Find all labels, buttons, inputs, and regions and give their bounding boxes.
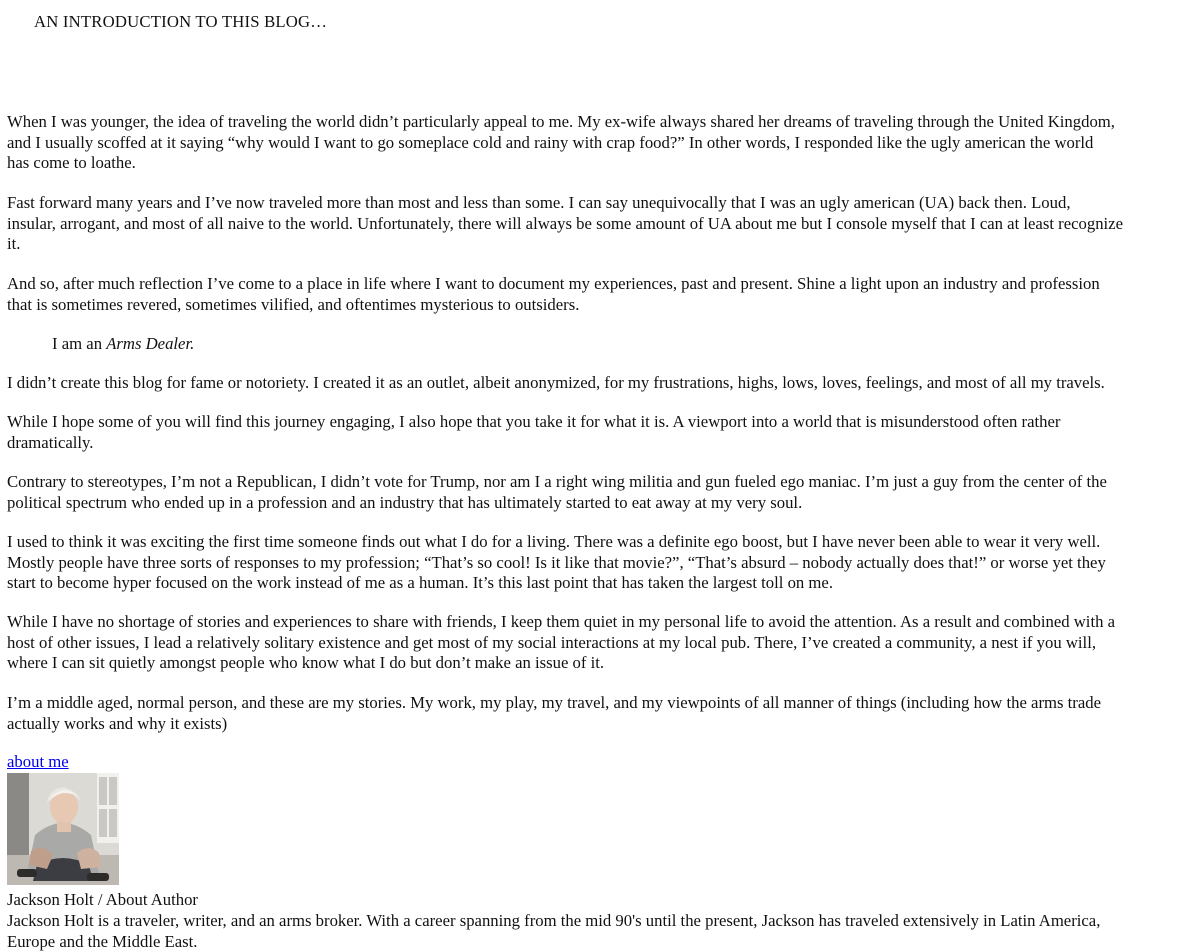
author-photo bbox=[7, 773, 119, 885]
author-heading: Jackson Holt / About Author bbox=[7, 890, 198, 911]
paragraph-7 bbox=[7, 532, 1106, 594]
arms-dealer-statement bbox=[52, 334, 194, 355]
paragraph-line: it. bbox=[7, 234, 1123, 255]
paragraph-line: dramatically. bbox=[7, 433, 1060, 454]
paragraph-line: that is sometimes revered, sometimes vilified, and oftentimes mysterious to outsiders. bbox=[7, 295, 1100, 316]
paragraph-line: Contrary to stereotypes, I’m not a Republican, I didn’t vote for Trump, nor am I a right wing militia and gun fueled ego maniac. I’m just a guy from the center of the bbox=[7, 472, 1107, 493]
paragraph-9 bbox=[7, 693, 1101, 734]
paragraph-line: And so, after much reflection I’ve come to a place in life where I want to document my experiences, past and present. Shine a light upon an industry and profession bbox=[7, 274, 1100, 295]
paragraph-line: Fast forward many years and I’ve now traveled more than most and less than some. I can say unequivocally that I was an ugly american (UA) back then. Loud, bbox=[7, 193, 1123, 214]
author-bio bbox=[7, 911, 1100, 952]
arms-dealer-prefix: I am an bbox=[52, 334, 106, 353]
paragraph-line: has come to loathe. bbox=[7, 153, 1115, 174]
paragraph-line: insular, arrogant, and most of all naive to the world. Unfortunately, there will always be some amount of UA about me but I console myself that I can at least recognize bbox=[7, 214, 1123, 235]
paragraph-2 bbox=[7, 193, 1123, 255]
paragraph-line: actually works and why it exists) bbox=[7, 714, 1101, 735]
author-bio-line: Europe and the Middle East. bbox=[7, 932, 1100, 952]
paragraph-3 bbox=[7, 274, 1100, 315]
paragraph-line: host of other issues, I lead a relatively solitary existence and get most of my social interactions at my local pub. There, I’ve created a community, a nest if you will, bbox=[7, 633, 1115, 654]
paragraph-line: While I have no shortage of stories and experiences to share with friends, I keep them quiet in my personal life to avoid the attention. As a result and combined with a bbox=[7, 612, 1115, 633]
paragraph-line: Mostly people have three sorts of responses to my profession; “That’s so cool! Is it like that movie?”, “That’s absurd – nobody actually does that!” or worse yet they bbox=[7, 553, 1106, 574]
paragraph-line: where I can sit quietly amongst people who know what I do but don’t make an issue of it. bbox=[7, 653, 1115, 674]
paragraph-line: I used to think it was exciting the first time someone finds out what I do for a living. There was a definite ego boost, but I have never been able to wear it very well. bbox=[7, 532, 1106, 553]
paragraph-line: I didn’t create this blog for fame or notoriety. I created it as an outlet, albeit anonymized, for my frustrations, highs, lows, loves, feelings, and most of all my travels. bbox=[7, 373, 1105, 394]
paragraph-5 bbox=[7, 412, 1060, 453]
paragraph-1 bbox=[7, 112, 1115, 174]
paragraph-4 bbox=[7, 373, 1105, 394]
paragraph-line: political spectrum who ended up in a profession and an industry that has ultimately started to eat away at my very soul. bbox=[7, 493, 1107, 514]
paragraph-6 bbox=[7, 472, 1107, 513]
paragraph-line: and I usually scoffed at it saying “why would I want to go someplace cold and rainy with crap food?” In other words, I responded like the ugly american the world bbox=[7, 133, 1115, 154]
arms-dealer-emphasis: Arms Dealer. bbox=[106, 334, 194, 353]
about-me-link[interactable]: about me bbox=[7, 752, 69, 773]
paragraph-line: When I was younger, the idea of traveling the world didn’t particularly appeal to me. My ex-wife always shared her dreams of traveling through the United Kingdom, bbox=[7, 112, 1115, 133]
paragraph-line: I’m a middle aged, normal person, and these are my stories. My work, my play, my travel, and my viewpoints of all manner of things (including how the arms trade bbox=[7, 693, 1101, 714]
paragraph-line: start to become hyper focused on the work instead of me as a human. It’s this last point that has taken the largest toll on me. bbox=[7, 573, 1106, 594]
author-bio-line: Jackson Holt is a traveler, writer, and an arms broker. With a career spanning from the mid 90's until the present, Jackson has traveled extensively in Latin America, bbox=[7, 911, 1100, 932]
paragraph-line: While I hope some of you will find this journey engaging, I also hope that you take it for what it is. A viewport into a world that is misunderstood often rather bbox=[7, 412, 1060, 433]
blog-title: AN INTRODUCTION TO THIS BLOG… bbox=[34, 12, 327, 33]
paragraph-8 bbox=[7, 612, 1115, 674]
